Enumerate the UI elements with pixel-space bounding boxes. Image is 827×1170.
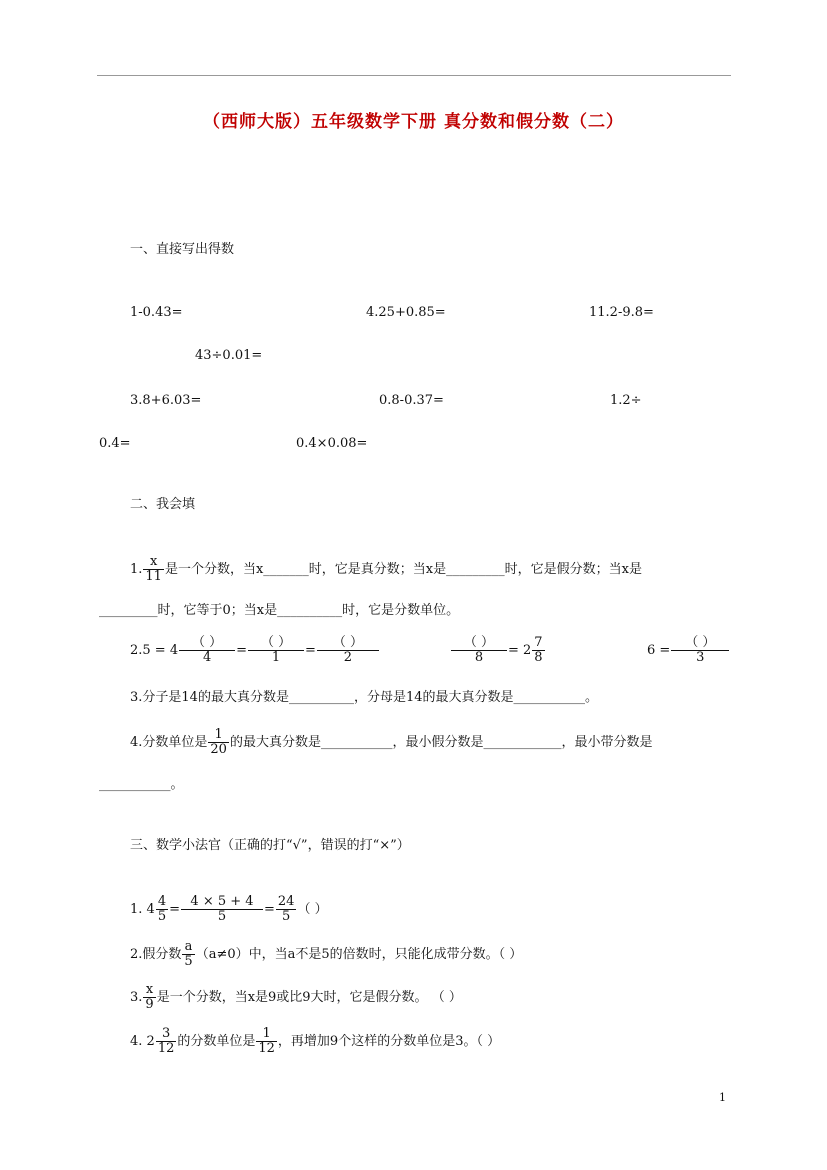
fraction-x-over-9: $\frac{x}{9}$ [145, 982, 154, 1012]
fraction-blank-over-8: $\frac{( )}{8}$ [451, 636, 507, 665]
page-number: 1 [719, 1091, 726, 1104]
fill-question-1-cont: _________时，它等于0；当x是__________时，它是分数单位。 [99, 603, 460, 618]
calc-7: 1.2÷ [610, 393, 642, 408]
fraction-blank-over-2: $\frac{( )}{2}$ [317, 636, 379, 665]
fraction-a-over-5: $\frac{a}{5}$ [184, 939, 193, 969]
fill-question-2-left: 2.5 = 4 $\frac{( )}{4}$ = $\frac{( )}{1}$ = $\frac{( )}{2}$ [130, 636, 380, 666]
calc-6: 0.8-0.37= [379, 393, 444, 408]
judge-question-1: 1. 4 $\frac{4}{5}$ = $\frac{4 \times 5 + 4}{5}$ = $\frac{24}{5}$ （ ） [130, 894, 328, 924]
fraction-blank-over-1: $\frac{( )}{1}$ [248, 636, 304, 665]
calc-2: 4.25+0.85= [366, 305, 446, 320]
fraction-3-over-12: $\frac{3}{12}$ [157, 1026, 175, 1056]
page-title: （西师大版）五年级数学下册 真分数和假分数（二） [203, 112, 624, 132]
fraction-4-over-5: $\frac{4}{5}$ [157, 894, 167, 924]
judge-question-4: 4. 2 $\frac{3}{12}$ 的分数单位是 $\frac{1}{12}$ ，再增加9个这样的分数单位是3。（ ） [130, 1026, 501, 1056]
answer-paren[interactable]: （ ） [297, 902, 328, 917]
calc-5: 3.8+6.03= [130, 393, 202, 408]
fraction-7-over-8: $\frac{7}{8}$ [534, 635, 543, 665]
q1-number: 1. [130, 562, 143, 577]
fill-question-1 [130, 555, 642, 585]
calc-3: 11.2-9.8= [589, 305, 654, 320]
calc-7-cont: 0.4= [99, 436, 131, 451]
fraction-blank-over-3: $\frac{( )}{3}$ [671, 636, 729, 665]
fraction-blank-over-4: $\frac{( )}{4}$ [179, 636, 235, 665]
fill-question-4: 4.分数单位是 $\frac{1}{20}$ 的最大真分数是___________，最小假分数是____________，最小带分数是 [130, 727, 653, 757]
section-3-heading: 三、数学小法官（正确的打“√”，错误的打“×”） [130, 838, 410, 853]
calc-8: 0.4×0.08= [296, 436, 368, 451]
fill-question-2-right: 6 = $\frac{( )}{3}$ [647, 636, 730, 666]
calc-4: 43÷0.01= [195, 348, 263, 363]
fraction-1-over-12: $\frac{1}{12}$ [258, 1026, 275, 1056]
q2-lead: 2.5 = 4 [130, 643, 179, 658]
section-1-heading: 一、直接写出得数 [130, 242, 235, 257]
header-rule [97, 75, 731, 76]
judge-question-2: 2.假分数 $\frac{a}{5}$ （a≠0）中，当a不是5的倍数时，只能化成带分数。（ ） [130, 939, 523, 969]
fraction-expression: $\frac{4 \times 5 + 4}{5}$ [181, 895, 263, 924]
q1-text: 是一个分数，当x_______时，它是真分数；当x是_________时，它是假分数；当x是 [164, 562, 642, 577]
fill-question-4-cont: ___________。 [99, 777, 184, 792]
fraction-24-over-5: $\frac{24}{5}$ [277, 894, 295, 924]
calc-1: 1-0.43= [130, 305, 183, 320]
section-2-heading: 二、我会填 [130, 497, 196, 512]
fraction-1-over-20: $\frac{1}{20}$ [210, 727, 227, 757]
fraction-x-over-11: $\frac{x}{11}$ [145, 554, 162, 584]
judge-question-3: 3. $\frac{x}{9}$ 是一个分数，当x是9或比9大时，它是假分数。 （ ） [130, 982, 462, 1012]
fill-question-2-mid: $\frac{( )}{8}$ = 2 $\frac{7}{8}$ [450, 636, 546, 666]
fill-question-3: 3.分子是14的最大真分数是__________，分母是14的最大真分数是___________。 [130, 690, 598, 705]
